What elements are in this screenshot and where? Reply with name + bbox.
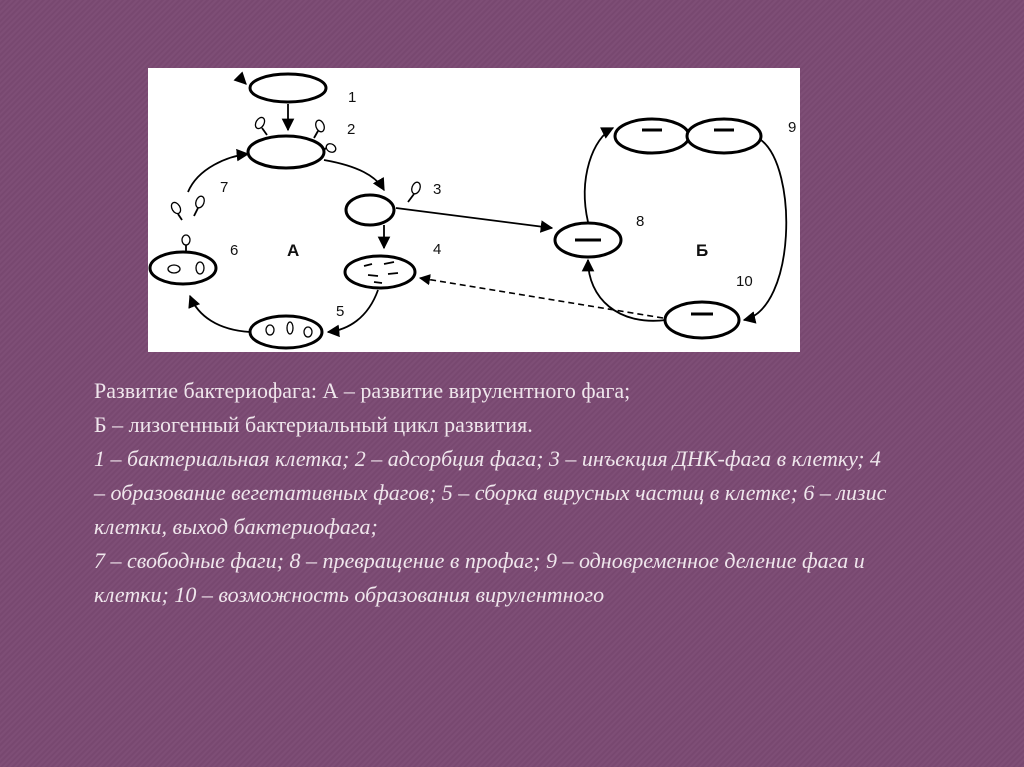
caption-line-2: Б – лизогенный бактериальный цикл развития. (94, 412, 533, 437)
arrow-5-to-6 (190, 296, 250, 332)
arrow-3-to-8 (396, 208, 552, 228)
step-label-4: 4 (433, 241, 442, 258)
step-label-2: 2 (347, 121, 356, 138)
injecting-phage (410, 181, 422, 195)
step-label-8: 8 (636, 213, 645, 230)
section-label-a: А (287, 241, 300, 260)
entry-arrow (240, 78, 246, 84)
free-phages (170, 195, 206, 220)
cycle-b (396, 119, 786, 338)
cell-2-adsorption (248, 136, 324, 168)
cell-9-division-left (615, 119, 689, 153)
caption-line-1: Развитие бактериофага: А – развитие вирулентного фага; (94, 378, 631, 403)
step-label-3: 3 (433, 181, 442, 198)
cell-3-injection (346, 195, 394, 225)
step-label-1: 1 (348, 89, 357, 106)
arrow-7-to-2 (188, 154, 248, 192)
arrow-2-to-3 (324, 160, 384, 190)
cell-9-division-right (687, 119, 761, 153)
step-label-10: 10 (736, 273, 753, 290)
arrow-10-to-8 (588, 260, 666, 321)
cell-10 (665, 302, 739, 338)
step-label-7: 7 (220, 179, 229, 196)
section-label-b: Б (696, 241, 709, 260)
caption-legend-1: 1 – бактериальная клетка; 2 – адсорбция фага; 3 – инъекция ДНК-фага в клетку; 4 – образование вегетативных фагов; 5 – сборка вирусных частиц в клетке; 6 – лизис клетки, выход бактериофага; (94, 446, 887, 539)
arrow-10-to-4-dashed (420, 278, 663, 318)
step-label-5: 5 (336, 303, 345, 320)
step-label-9: 9 (788, 119, 797, 136)
figure-caption (94, 374, 894, 612)
step-label-6: 6 (230, 242, 239, 259)
cycle-a (150, 74, 422, 348)
cell-1-bacterial-cell (250, 74, 326, 102)
cell-6-lysis (150, 252, 216, 284)
bacteriophage-diagram (148, 68, 800, 352)
caption-legend-2: 7 – свободные фаги; 8 – превращение в профаг; 9 – одновременное деление фага и клетки; 10 – возможность образования вирулентного (94, 548, 865, 607)
arrow-9-to-10 (744, 140, 786, 320)
arrow-8-to-9 (585, 128, 613, 222)
diagram-svg (148, 68, 800, 352)
